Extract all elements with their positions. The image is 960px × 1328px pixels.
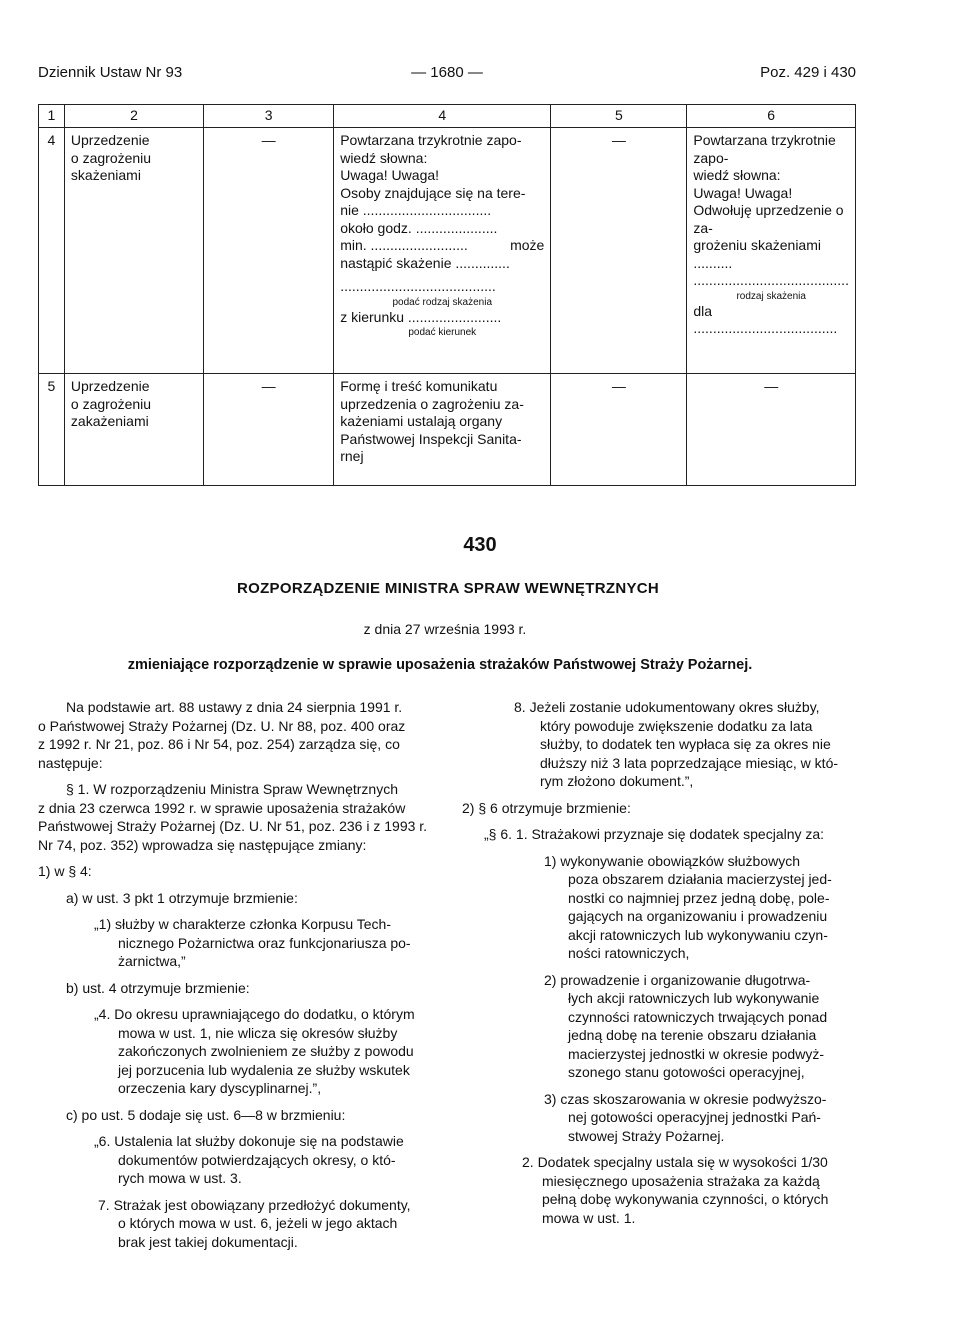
position-ref: Poz. 429 i 430	[760, 64, 856, 81]
text-line: „4. Do okresu uprawniającego do dodatku, o którym	[94, 1006, 415, 1022]
text-line: rym złożono dokument.”,	[540, 773, 694, 789]
text-line: następuje:	[38, 754, 103, 771]
text-line: żarnictwa,”	[118, 953, 186, 969]
text-line: „6. Ustalenia lat służby dokonuje się na podstawie	[94, 1133, 404, 1149]
line: ........................................	[340, 278, 496, 294]
text-line: ności ratowniczych,	[568, 945, 690, 961]
text-line: dłuższy niż 3 lata poprzedzające miesiąc, w któ-	[540, 754, 839, 771]
table-row	[39, 374, 856, 486]
right-column	[462, 698, 857, 1227]
text-line: mowa w ust. 1.	[542, 1209, 636, 1226]
line: grożeniu skażeniami ..........	[693, 237, 821, 271]
line: ........................................	[693, 272, 849, 288]
text-line: łych akcji ratowniczych lub wykonywanie	[568, 990, 820, 1006]
cell-communication	[334, 374, 551, 486]
line: Powtarzana trzykrotnie zapo-	[340, 132, 522, 148]
text-line: gających na organizowaniu i prowadzeniu	[568, 908, 828, 924]
text-line: poza obszarem działania macierzystej jed-	[568, 871, 832, 887]
line: z kierunku ........................	[340, 308, 502, 325]
text-line: 7. Strażak jest obowiązany przedłożyć dokumenty,	[98, 1196, 411, 1213]
col-header-3: 3	[204, 105, 334, 128]
text-line: brak jest takiej dokumentacji.	[118, 1233, 298, 1250]
text-line: 2) prowadzenie i organizowanie długotrwa-	[544, 971, 811, 988]
text-line: nicznego Pożarnictwa oraz funkcjonariusza po-	[118, 934, 411, 951]
text-line: dokumentów potwierdzających okresy, o któ-	[118, 1151, 396, 1168]
act-date: z dnia 27 września 1993 r.	[363, 621, 527, 637]
text-line: który powoduje zwiększenie dodatku za lata	[540, 717, 813, 734]
alert-table	[38, 104, 856, 486]
text-line: z dnia 23 czerwca 1992 r. w sprawie uposażenia strażaków	[38, 799, 406, 816]
text-line: § 1. W rozporządzeniu Ministra Spraw Wewnętrznych	[66, 781, 398, 797]
text-line: rych mowa w ust. 3.	[118, 1170, 242, 1186]
page-number: — 1680 —	[411, 64, 483, 81]
row-name-line: Uprzedzenie	[70, 378, 150, 394]
act-subtitle: zmieniające rozporządzenie w sprawie uposażenia strażaków Państwowej Straży Pożarnej.	[127, 657, 753, 673]
text-line: macierzystej jednostki w okresie podwyż-	[568, 1045, 824, 1062]
line: Odwołuję uprzedzenie o za-	[693, 202, 844, 236]
cell-announcement	[334, 128, 551, 374]
caption: podać rodzaj skażenia	[392, 296, 493, 308]
col-header-1: 1	[39, 105, 65, 128]
act-number: 430	[463, 534, 497, 556]
line: Uwaga! Uwaga!	[340, 167, 440, 183]
col-header-5: 5	[551, 105, 687, 128]
line: wiedź słowna:	[340, 149, 428, 166]
line: Powtarzana trzykrotnie zapo-	[693, 132, 836, 166]
table-row	[39, 128, 856, 374]
text-line: mowa w ust. 1, nie wlicza się okresów służby	[118, 1024, 398, 1041]
text-line: stwowej Straży Pożarnej.	[568, 1127, 725, 1144]
text-line: z 1992 r. Nr 21, poz. 86 i Nr 54, poz. 254) zarządza się, co	[38, 736, 400, 752]
row-number: 5	[39, 374, 65, 486]
row-name-line: skażeniami	[70, 167, 141, 183]
caption: rodzaj skażenia	[736, 290, 806, 302]
line: rnej	[340, 448, 364, 464]
text-line: o których mowa w ust. 6, jeżeli w jego aktach	[118, 1215, 398, 1231]
col-header-6: 6	[687, 105, 856, 128]
cell-dash: —	[551, 128, 687, 374]
cell-dash: —	[551, 374, 687, 486]
cell-dash: —	[687, 374, 856, 486]
text-line: zakończonych zwolnieniem ze służby z powodu	[118, 1043, 414, 1059]
text-line: Na podstawie art. 88 ustawy z dnia 24 sierpnia 1991 r.	[66, 699, 403, 715]
line: nastąpić skażenie ..............	[340, 254, 510, 271]
text-line: jedną dobę na terenie obszaru działania	[568, 1027, 817, 1043]
text-line: służby, to dodatek ten wypłaca się za okres nie	[540, 736, 831, 752]
text-line: 3) czas skoszarowania w okresie podwyższo-	[544, 1090, 827, 1107]
cell-dash: —	[204, 374, 334, 486]
text-line: 1) wykonywanie obowiązków służbowych	[544, 852, 801, 869]
text-line: jej porzucenia lub wydalenia ze służby wskutek	[118, 1061, 410, 1078]
journal-name: Dziennik Ustaw Nr 93	[38, 64, 183, 81]
line: nie .................................	[340, 202, 492, 218]
col-header-4: 4	[334, 105, 551, 128]
cell-cancel-announcement	[687, 128, 856, 374]
col-header-2: 2	[64, 105, 203, 128]
text-line: miesięcznego uposażenia strażaka za każdą	[542, 1172, 820, 1189]
text-line: a) w ust. 3 pkt 1 otrzymuje brzmienie:	[66, 889, 298, 906]
line: Formę i treść komunikatu	[340, 378, 498, 394]
left-column	[38, 698, 438, 1251]
row-name	[64, 128, 203, 374]
text-line: 2. Dodatek specjalny ustala się w wysokości 1/30	[522, 1154, 828, 1170]
text-line: „§ 6. 1. Strażakowi przyznaje się dodatek specjalny za:	[484, 826, 825, 842]
row-name-line: Uprzedzenie	[70, 132, 150, 148]
text-line: szonego stanu gotowości operacyjnej,	[568, 1064, 805, 1080]
text-line: „1) służby w charakterze członka Korpusu Tech-	[94, 916, 391, 932]
line: Państwowej Inspekcji Sanita-	[340, 430, 522, 447]
line: każeniami ustalają organy	[340, 413, 503, 429]
text-line: o Państwowej Straży Pożarnej (Dz. U. Nr 88, poz. 400 oraz	[38, 717, 406, 734]
text-line: b) ust. 4 otrzymuje brzmienie:	[66, 979, 250, 996]
text-line: 8. Jeżeli zostanie udokumentowany okres służby,	[514, 699, 820, 715]
text-line: 1) w § 4:	[38, 863, 92, 879]
row-name-line: o zagrożeniu	[70, 149, 152, 166]
row-name-line: zakażeniami	[70, 413, 149, 429]
text-line: Nr 74, poz. 352) wprowadza się następujące zmiany:	[38, 836, 367, 853]
line: uprzedzenia o zagrożeniu za-	[340, 395, 524, 412]
line: wiedź słowna:	[693, 167, 781, 183]
line: dla .....................................	[693, 302, 838, 336]
line: min. ......................... może	[340, 237, 545, 253]
line: Uwaga! Uwaga!	[693, 184, 793, 201]
text-line: orzeczenia kary dyscyplinarnej.”,	[118, 1080, 322, 1096]
line: około godz. .....................	[340, 219, 498, 236]
text-line: 2) § 6 otrzymuje brzmienie:	[462, 799, 631, 816]
row-name	[64, 374, 203, 486]
text-line: c) po ust. 5 dodaje się ust. 6—8 w brzmieniu:	[66, 1106, 346, 1123]
row-name-line: o zagrożeniu	[70, 395, 152, 412]
table-header-row	[39, 105, 856, 128]
line: Osoby znajdujące się na tere-	[340, 184, 526, 201]
caption: podać kierunek	[408, 327, 477, 338]
text-line: akcji ratowniczych lub wykonywaniu czyn-	[568, 926, 828, 943]
text-line: pełną dobę wykonywania czynności, o których	[542, 1191, 829, 1207]
act-title: ROZPORZĄDZENIE MINISTRA SPRAW WEWNĘTRZNYCH	[236, 580, 660, 597]
text-line: czynności ratowniczych trwających ponad	[568, 1008, 828, 1025]
cell-dash: —	[204, 128, 334, 374]
text-line: nostki co najmniej przez jedną dobę, pole-	[568, 889, 830, 906]
text-line: nej gotowości operacyjnej jednostki Pań-	[568, 1109, 821, 1125]
text-line: Państwowej Straży Pożarnej (Dz. U. Nr 51, poz. 236 i z 1993 r.	[38, 818, 428, 834]
row-number: 4	[39, 128, 65, 374]
